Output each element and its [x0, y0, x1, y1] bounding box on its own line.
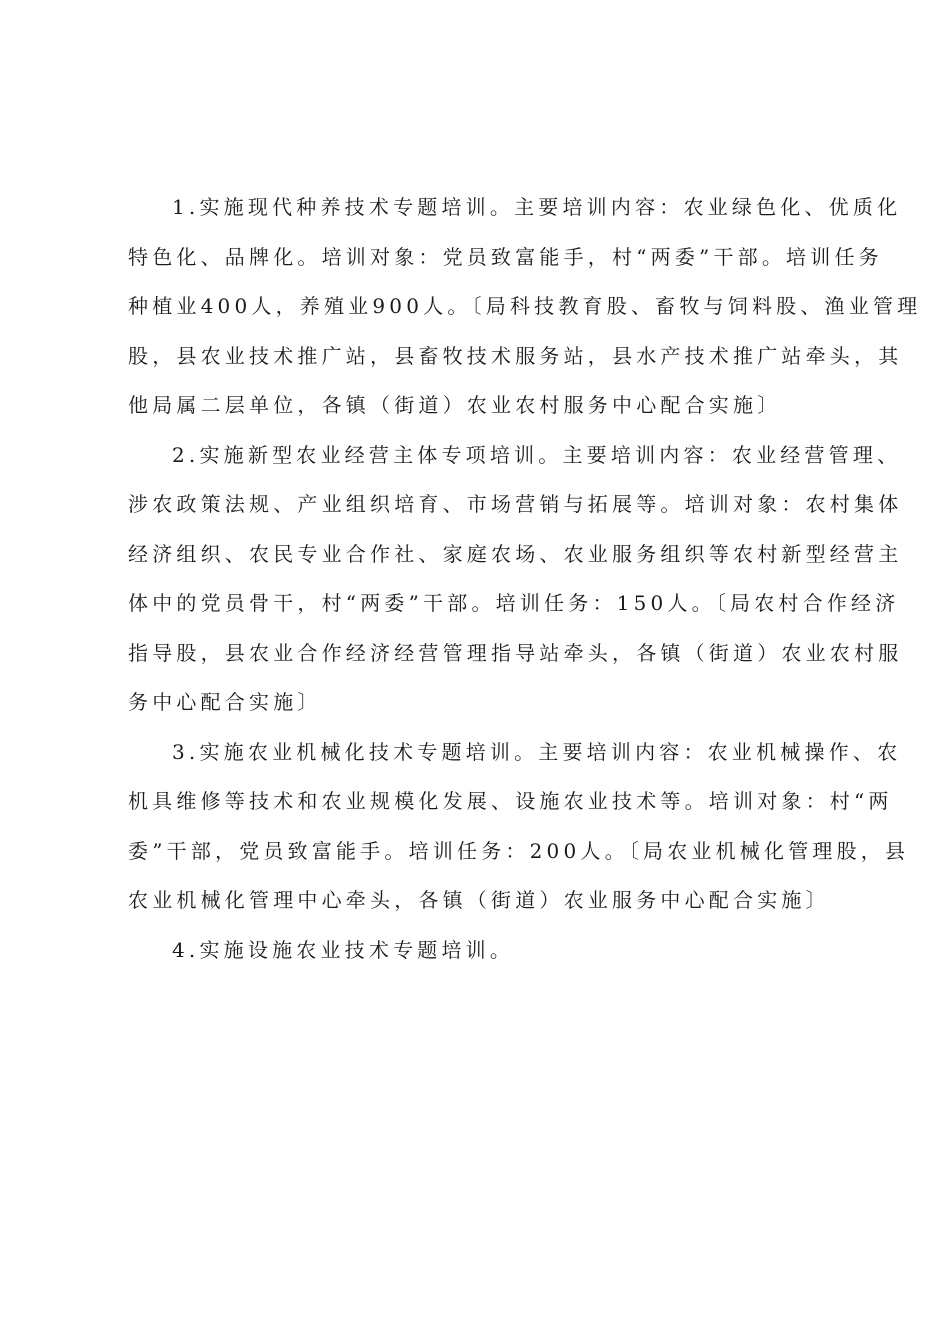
text-line: 1.实施现代种养技术专题培训。主要培训内容：农业绿色化、优质化: [172, 195, 902, 219]
text-line: 机具维修等技术和农业规模化发展、设施农业技术等。培训对象：村“两: [128, 789, 893, 813]
text-line: 3.实施农业机械化技术专题培训。主要培训内容：农业机械操作、农: [172, 739, 902, 764]
text-line: 委”干部，党员致富能手。培训任务：200人。〔局农业机械化管理股，县: [128, 838, 910, 863]
document-body: [128, 186, 922, 978]
text-line: 务中心配合实施〕: [128, 690, 322, 714]
paragraph-3: [128, 731, 910, 929]
paragraph-4: [128, 929, 848, 979]
paragraph-1: [128, 186, 922, 434]
text-line: 种植业400人，养殖业900人。〔局科技教育股、畜牧与饲料股、渔业管理: [128, 294, 922, 318]
text-line: 体中的党员骨干，村“两委”干部。培训任务：150人。〔局农村合作经济: [128, 591, 900, 615]
text-line: 指导股，县农业合作经济经营管理指导站牵头，各镇（街道）农业农村服: [128, 640, 903, 665]
text-line: 他局属二层单位，各镇（街道）农业农村服务中心配合实施〕: [128, 393, 782, 417]
text-line: 经济组织、农民专业合作社、家庭农场、农业服务组织等农村新型经营主: [128, 541, 903, 566]
text-line: 农业机械化管理中心牵头，各镇（街道）农业服务中心配合实施〕: [128, 888, 830, 912]
text-line: 2.实施新型农业经营主体专项培训。主要培训内容：农业经营管理、: [172, 442, 902, 467]
text-line: 股，县农业技术推广站，县畜牧技术服务站，县水产技术推广站牵头，其: [128, 343, 903, 368]
text-line: 特色化、品牌化。培训对象：党员致富能手，村“两委”干部。培训任务: [128, 244, 883, 269]
text-line: 4.实施设施农业技术专题培训。: [172, 937, 515, 962]
paragraph-2: [128, 434, 903, 731]
text-line: 涉农政策法规、产业组织培育、市场营销与拓展等。培训对象：农村集体: [128, 492, 903, 516]
